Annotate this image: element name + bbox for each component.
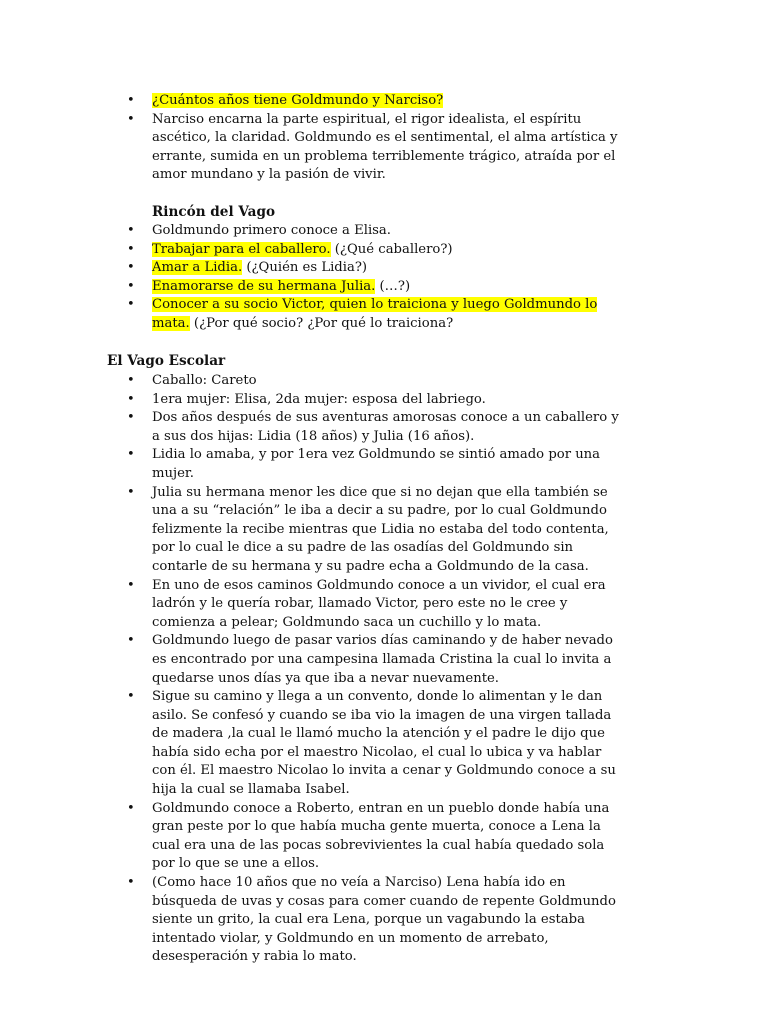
highlighted-text: Conocer a su socio Victor, quien lo traiciona y luego Goldmundo lo mata.	[152, 297, 598, 331]
highlighted-text: ¿Cuántos años tiene Goldmundo y Narciso?	[152, 93, 444, 108]
section-1	[107, 92, 627, 185]
list-item	[107, 278, 627, 297]
section-2-title: Rincón del Vago	[152, 204, 276, 220]
list-item-text: (¿Quién es Lidia?)	[242, 260, 368, 276]
list-item	[107, 222, 627, 241]
section-2	[107, 222, 627, 334]
list-item: • (Como hace 10 años que no veía a Narciso) Lena había ido en búsqueda de uvas y cosas para comer cuando de repente Goldmundo siente un grito, la cual era Lena, porque un vagabundo la estaba intentado violar, y Goldmundo en un momento de arrebato, desesperación y rabia lo mato.	[107, 874, 627, 967]
list-item	[107, 259, 627, 278]
list-item: • Goldmundo conoce a Roberto, entran en un pueblo donde había una gran peste por lo que había mucha gente muerta, conoce a Lena la cual era una de las pocas sobrevivientes la cual había quedado sola por lo que se une a ellos.	[107, 800, 627, 874]
list-item	[107, 241, 627, 260]
list-item: • Caballo: Careto	[107, 372, 627, 391]
list-item: • Goldmundo luego de pasar varios días caminando y de haber nevado es encontrado por una campesina llamada Cristina la cual lo invita a quedarse unos días ya que iba a nevar nuevamente.	[107, 632, 627, 688]
list-item: • Sigue su camino y llega a un convento, donde lo alimentan y le dan asilo. Se confesó y cuando se iba vio la imagen de una virgen tallada de madera ,la cual le llamó mucho la atención y el padre le dijo que había sido echa por el maestro Nicolao, el cual lo ubica y va hablar con él. El maestro Nicolao lo invita a cenar y Goldmundo conoce a su hija la cual se llamaba Isabel.	[107, 688, 627, 800]
section-2-list	[107, 222, 627, 334]
highlighted-text: Amar a Lidia.	[152, 260, 243, 276]
list-item	[107, 92, 627, 111]
highlighted-text: Enamorarse de su hermana Julia.	[152, 278, 376, 294]
list-item	[107, 111, 627, 185]
list-item: • En uno de esos caminos Goldmundo conoce a un vividor, el cual era ladrón y le quería robar, llamado Victor, pero este no le cree y comienza a pelear; Goldmundo saca un cuchillo y lo mata.	[107, 577, 627, 633]
section-3-title: El Vago Escolar	[107, 353, 226, 369]
section-3	[107, 372, 627, 967]
highlighted-text: Trabajar para el caballero.	[152, 241, 331, 257]
list-item: • Lidia lo amaba, y por 1era vez Goldmundo se sintió amado por una mujer.	[107, 446, 627, 483]
list-item: • Dos años después de sus aventuras amorosas conoce a un caballero y a sus dos hijas: Lidia (18 años) y Julia (16 años).	[107, 409, 627, 446]
list-item: • Julia su hermana menor les dice que si no dejan que ella también se una a su “relación” le iba a decir a su padre, por lo cual Goldmundo felizmente la recibe mientras que Lidia no estaba del todo contenta, por lo cual le dice a su padre de las osadías del Goldmundo sin contarle de su hermana y su padre echa a Goldmundo de la casa.	[107, 484, 627, 577]
list-item: • 1era mujer: Elisa, 2da mujer: esposa del labriego.	[107, 391, 627, 410]
list-item	[107, 296, 627, 333]
list-item-text: Narciso encarna la parte espiritual, el rigor idealista, el espíritu ascético, la claridad. Goldmundo es el sentimental, el alma artística y errante, sumida en un problema terriblemente trágico, atraída por el amor mundano y la pasión de vivir.	[152, 111, 618, 183]
list-item-text: Goldmundo primero conoce a Elisa.	[152, 223, 391, 238]
list-item-text: (…?)	[375, 278, 411, 294]
list-item-text: (¿Por qué socio? ¿Por qué lo traiciona?	[189, 315, 454, 331]
section-1-list	[107, 92, 627, 185]
list-item-text: (¿Qué caballero?)	[330, 241, 453, 257]
section-3-list	[107, 372, 627, 967]
